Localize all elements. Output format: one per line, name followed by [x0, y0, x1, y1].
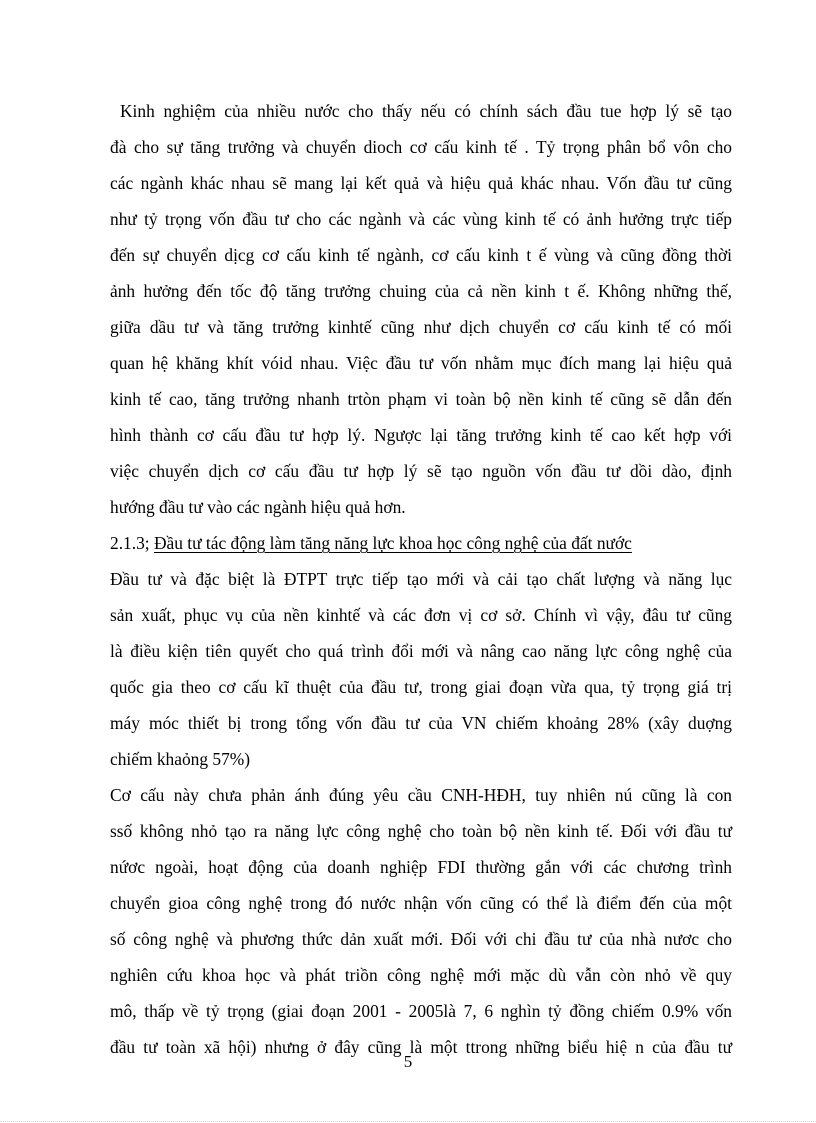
text-line: Cơ cấu này chưa phản ánh đúng yêu cầu CNH-HĐH, tuy nhiên nú cũng là con	[110, 785, 732, 806]
text-line: ảnh hưởng đến tốc độ tăng trưởng chuing của cả nền kinh t ế. Không những thế,	[110, 281, 732, 302]
text-line: việc chuyển dịch cơ cấu đầu tư hợp lý sẽ tạo nguồn vốn đầu tư dồi dào, định	[110, 461, 732, 482]
text-line: chuyển gioa công nghệ trong đó nước nhận vốn cũng có thể là điểm đến của một	[110, 893, 732, 914]
text-line: quan hệ khăng khít vóid nhau. Việc đầu tư vốn nhằm mục đích mang lại hiệu quả	[110, 353, 732, 374]
text-line: chiếm khaỏng 57%)	[110, 749, 251, 770]
text-line: là điều kiện tiên quyết cho quá trình đổi mới và nâng cao năng lực công nghệ của	[110, 641, 732, 662]
text-line: như tỷ trọng vốn đầu tư cho các ngành và các vùng kinh tế có ảnh hưởng trực tiếp	[110, 209, 732, 229]
page-number: 5	[403, 1052, 413, 1071]
text-line: sản xuất, phục vụ của nền kinhtế và các đơn vị cơ sở. Chính vì vậy, đâu tư cũng	[110, 605, 732, 626]
text-line: các ngành khác nhau sẽ mang lại kết quả và hiệu quả khác nhau. Vốn đầu tư cũng	[110, 173, 732, 193]
text-line: hướng đầu tư vào các ngành hiệu quả hơn.	[110, 497, 406, 518]
text-line: ssố không nhỏ tạo ra năng lực công nghệ cho toàn bộ nền kinh tế. Đối với đầu tư	[110, 821, 732, 842]
section-number: 2.1.3;	[110, 533, 150, 554]
text-line: đà cho sự tăng trưởng và chuyển dioch cơ cấu kinh tế . Tỷ trọng phân bổ vôn cho	[110, 137, 732, 157]
text-line: đến sự chuyển dịcg cơ cấu kinh tế ngành, cơ cấu kinh t ế vùng và cũng đồng thời	[110, 245, 732, 265]
text-line: số công nghệ và phương thức dản xuất mới. Đối với chi đầu tư của nhà nươc cho	[110, 929, 732, 950]
text-line: Đầu tư và đặc biệt là ĐTPT trực tiếp tạo mới và cải tạo chất lượng và năng lục	[110, 569, 732, 590]
text-line: mô, thấp về tỷ trọng (giai đoạn 2001 - 2005là 7, 6 nghìn tỷ đồng chiếm 0.9% vốn	[110, 1001, 732, 1022]
section-heading	[110, 532, 632, 554]
text-line: máy móc thiết bị trong tổng vốn đầu tư của VN chiếm khoảng 28% (xây duợng	[110, 713, 732, 734]
text-line: nghiên cứu khoa học và phát triồn công nghệ mới mặc dù vẫn còn nhỏ về quy	[110, 965, 732, 986]
text-line: kinh tế cao, tăng trưởng nhanh trtòn phạm vi toàn bộ nền kinh tế cũng sẽ dẫn đến	[110, 389, 732, 410]
section-title: Đầu tư tác động làm tăng năng lực khoa học công nghệ của đất nước	[153, 533, 632, 554]
text-line: hình thành cơ cấu đầu tư hợp lý. Ngược lại tăng trưởng kinh tế cao kết hợp với	[110, 425, 732, 446]
text-line: Kinh nghiệm của nhiều nước cho thấy nếu có chính sách đầu tue hợp lý sẽ tạo	[120, 101, 732, 121]
text-line: đầu tư toàn xã hội) nhưng ở đây cũng là một ttrong những biểu hiệ n của đầu tư	[110, 1037, 732, 1058]
text-line: quốc gia theo cơ cấu kĩ thuệt của đầu tư, trong giai đoạn vừa qua, tỷ trọng giá trị	[110, 677, 732, 698]
page-bottom-divider	[0, 1121, 816, 1122]
text-line: nứơc ngoài, hoạt động của doanh nghiệp FDI thường gắn với các chương trình	[110, 857, 732, 878]
text-line: giữa dầu tư và tăng trưởng kinhtế cũng như dịch chuyển cơ cấu kinh tế có mối	[110, 317, 732, 338]
